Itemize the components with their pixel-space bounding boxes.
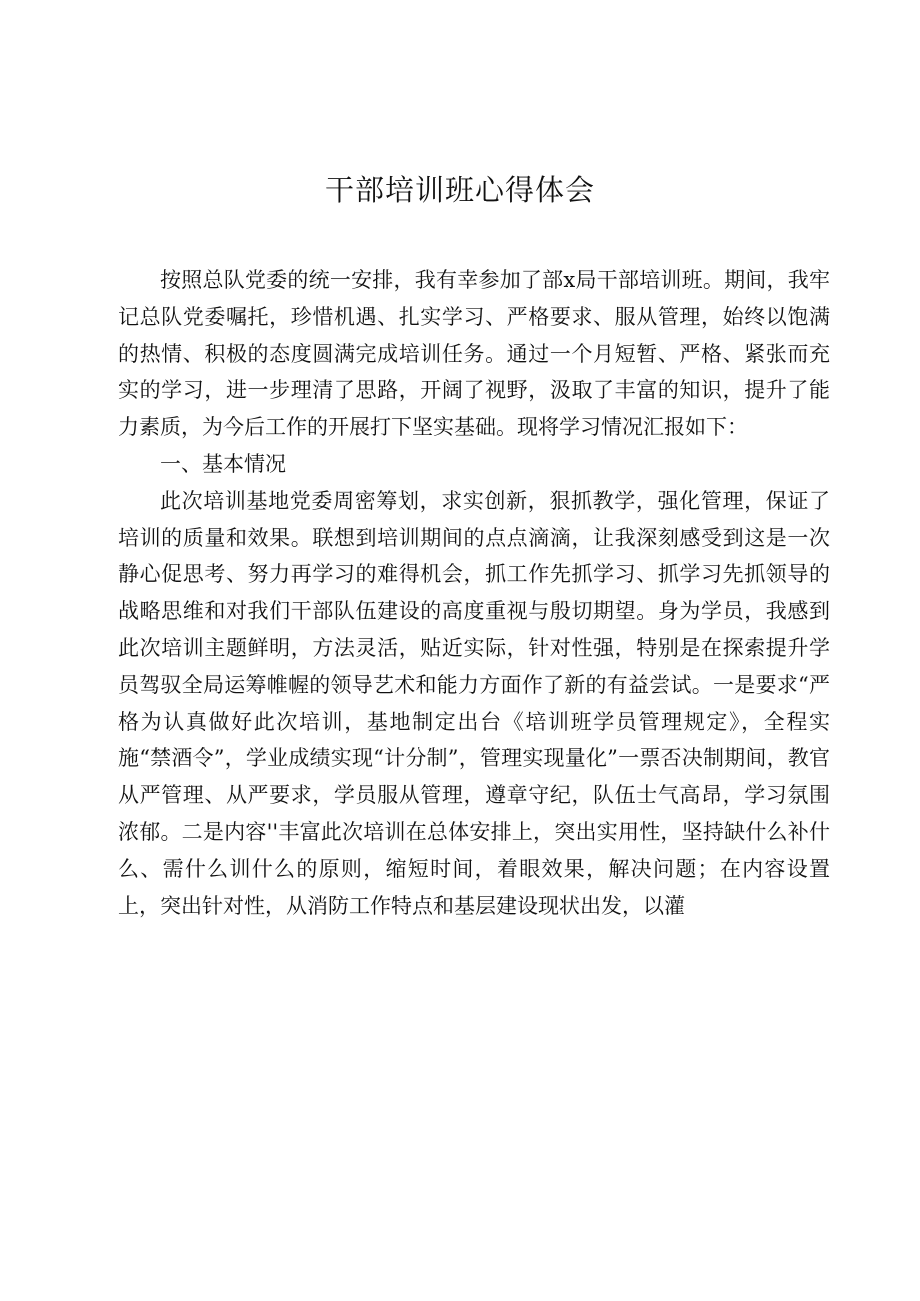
- document-title: 干部培训班心得体会: [324, 173, 595, 207]
- section-heading-basic-situation: 一、基本情况: [160, 451, 286, 476]
- document-body: [118, 262, 830, 924]
- intro-paragraph: 按照总队党委的统一安排，我有幸参加了部x局干部培训班。期间，我牢记总队党委嘱托，珍惜机遇、扎实学习、严格要求、服从管理，始终以饱满的热情、积极的态度圆满完成培训任务。通过一个月短暂、严格、紧张而充实的学习，进一步理清了思路，开阔了视野，汲取了丰富的知识，提升了能力素质，为今后工作的开展打下坚实基础。现将学习情况汇报如下：: [118, 268, 830, 440]
- basic-situation-paragraph: 此次培训基地党委周密筹划，求实创新，狠抓教学，强化管理，保证了培训的质量和效果。联想到培训期间的点点滴滴，让我深刻感受到这是一次静心促思考、努力再学习的难得机会，抓工作先抓学习、抓学习先抓领导的战略思维和对我们干部队伍建设的高度重视与殷切期望。身为学员，我感到此次培训主题鲜明，方法灵活，贴近实际，针对性强，特别是在探索提升学员驾驭全局运筹帷幄的领导艺术和能力方面作了新的有益尝试。一是要求“严格为认真做好此次培训，基地制定出台《培训班学员管理规定》，全程实施“禁酒令”，学业成绩实现“计分制”，管理实现量化”一票否决制期间，教官从严管理、从严要求，学员服从管理，遵章守纪，队伍士气高昂，学习氛围浓郁。二是内容''丰富此次培训在总体安排上，突出实用性，坚持缺什么补什么、需什么训什么的原则，缩短时间，着眼效果，解决问题；在内容设置上，突出针对性，从消防工作特点和基层建设现状出发，以灌: [118, 488, 830, 918]
